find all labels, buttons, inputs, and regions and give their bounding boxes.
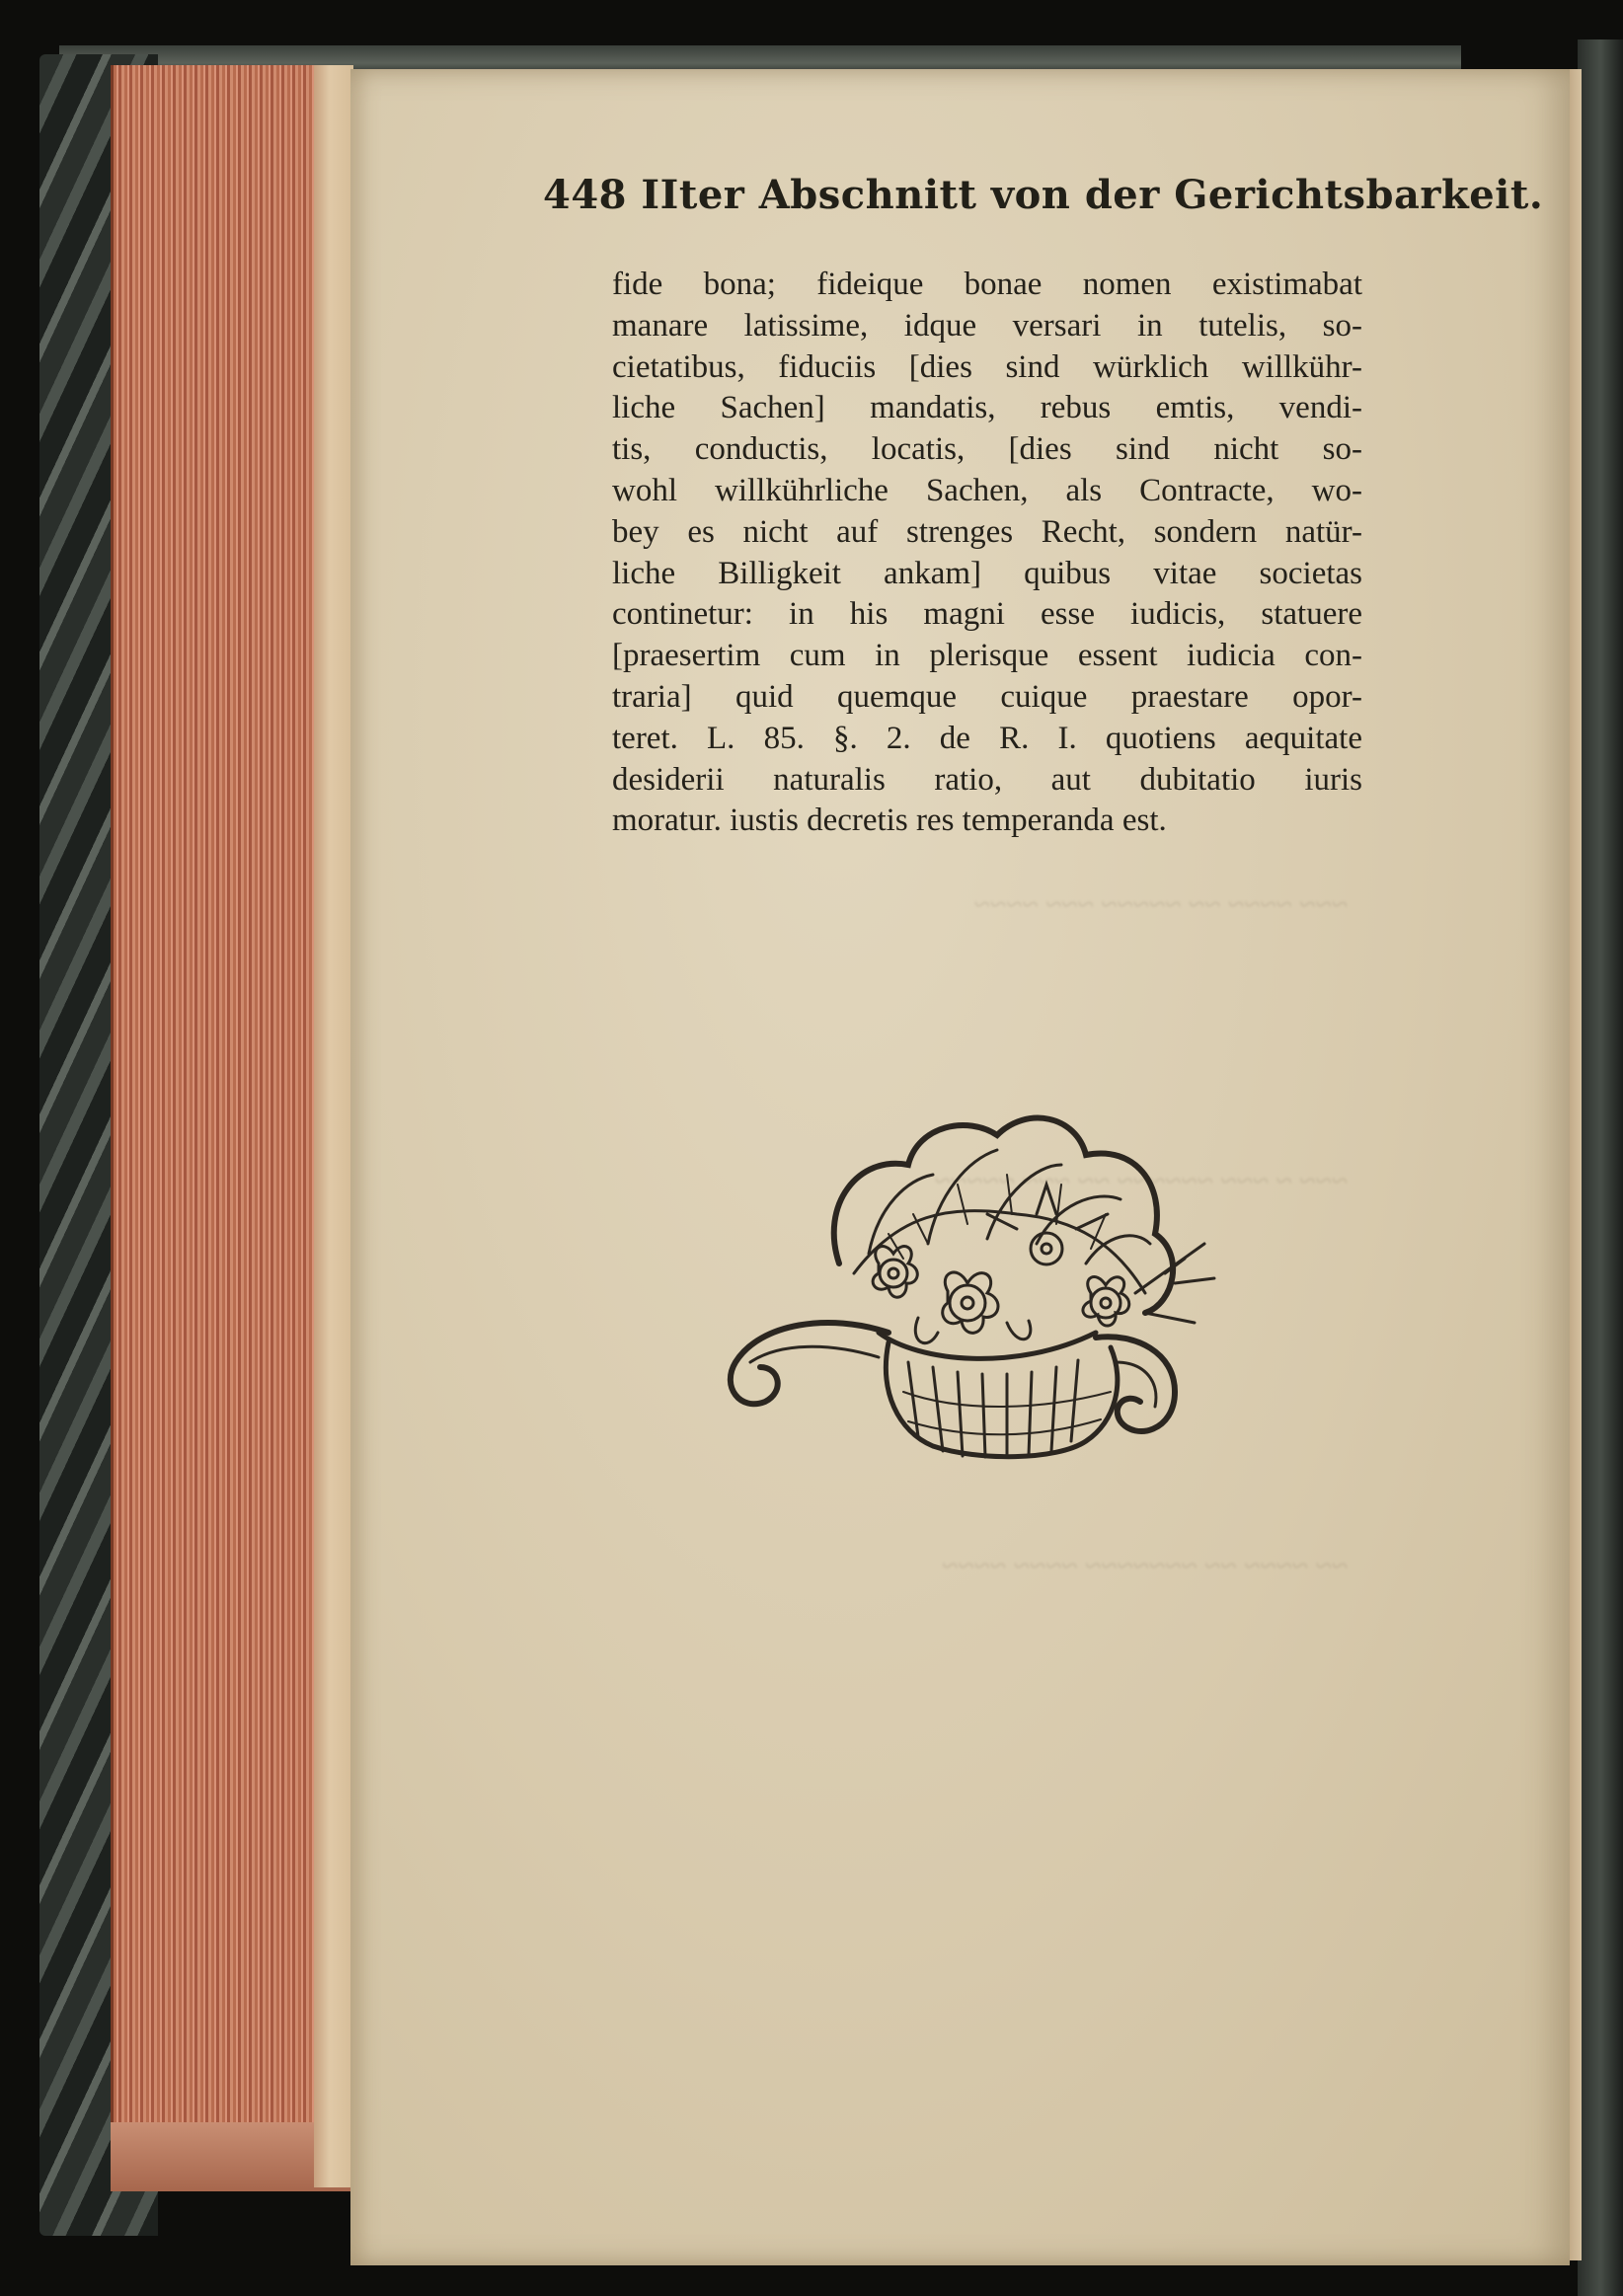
body-text [612, 265, 1362, 842]
text-line: bey es nicht auf strenges Recht, sondern natür- [612, 513, 1362, 550]
text-line: liche Billigkeit ankam] quibus vitae societas [612, 555, 1362, 591]
text-line: liche Sachen] mandatis, rebus emtis, vendi- [612, 390, 1362, 426]
text-line: cietatibus, fiduciis [dies sind würklich willkühr- [612, 348, 1362, 385]
bleed-through-text: ~~~ ~~~~ ~~ ~~~~~ ~~~ ~~~~ [973, 888, 1348, 921]
running-head: 448 IIter Abschnitt von der Gerichtsbarkeit. [543, 172, 1544, 218]
text-line: teret. L. 85. §. 2. de R. I. quotiens aequitate [612, 720, 1362, 756]
page-gutter [314, 65, 353, 2187]
page-edges [111, 65, 323, 2168]
text-line: continetur: in his magni esse iudicis, statuere [612, 596, 1362, 633]
text-line: [praesertim cum in plerisque essent iudicia con- [612, 638, 1362, 674]
book-cover-right [1578, 39, 1623, 2296]
text-line: fide bona; fideique bonae nomen existimabat [612, 267, 1362, 302]
book-page [350, 69, 1570, 2265]
text-line: wohl willkührliche Sachen, als Contracte, wo- [612, 472, 1362, 508]
text-line: manare latissime, idque versari in tutelis, so- [612, 307, 1362, 344]
floral-basket-ornament [721, 1066, 1234, 1540]
facing-page-edge [1568, 69, 1582, 2260]
text-line: moratur. iustis decretis res temperanda est. [612, 803, 1167, 839]
text-line: desiderii naturalis ratio, aut dubitatio iuris [612, 761, 1362, 798]
bleed-through-text: ~~ ~~~~ ~~ ~~~~~~~ ~~~~ ~~~~ [942, 1550, 1348, 1582]
bleed-through-text: ~~~ ~ ~~~ ~~~~~~ ~~ ~~~ ~~~~~ [934, 1165, 1348, 1197]
text-line: traria] quid quemque cuique praestare opor- [612, 678, 1362, 715]
text-line: tis, conductis, locatis, [dies sind nicht so- [612, 431, 1362, 468]
